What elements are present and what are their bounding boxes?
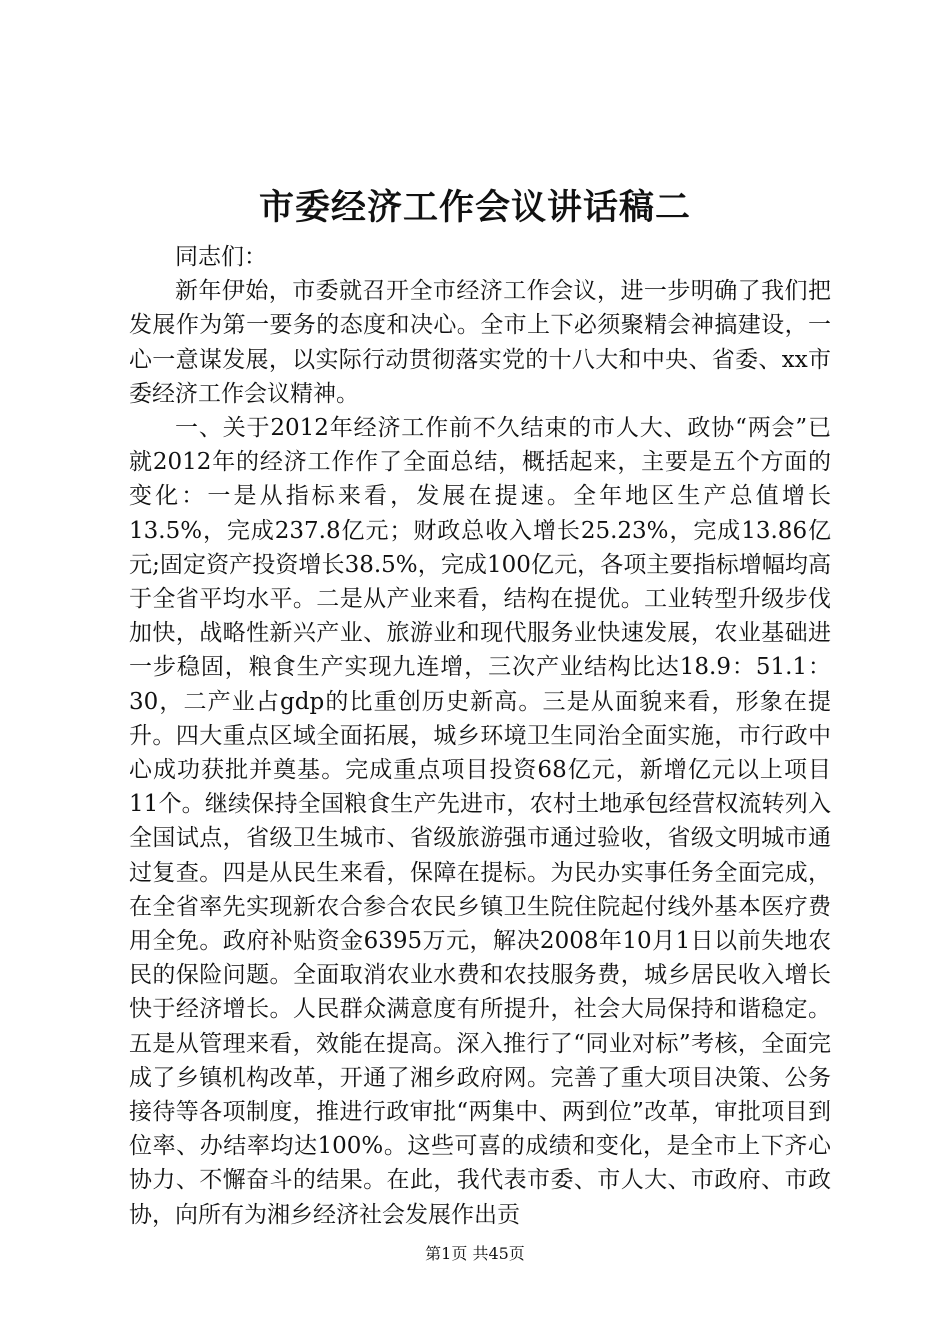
salutation-paragraph: 同志们：: [175, 244, 267, 270]
page-number-footer: 第1页 共45页: [425, 1244, 525, 1263]
document-title: 市委经济工作会议讲话稿二: [258, 187, 691, 228]
intro-paragraph: 新年伊始，市委就召开全市经济工作会议，进一步明确了我们把发展作为第一要务的态度和决心。全市上下必须聚精会神搞建设，一心一意谋发展，以实际行动贯彻落实党的十八大和中央、省委、xx市委经济工作会议精神。: [129, 278, 831, 407]
document-body: [129, 240, 831, 1232]
section-one-paragraph: 一、关于2012年经济工作前不久结束的市人大、政协“两会”已就2012年的经济工作作了全面总结，概括起来，主要是五个方面的变化：一是从指标来看，发展在提速。全年地区生产总值增长13.5%，完成237.8亿元；财政总收入增长25.23%，完成13.86亿元;固定资产投资增长38.5%，完成100亿元，各项主要指标增幅均高于全省平均水平。二是从产业来看，结构在提优。工业转型升级步伐加快，战略性新兴产业、旅游业和现代服务业快速发展，农业基础进一步稳固，粮食生产实现九连增，三次产业结构比达18.9：51.1：30，二产业占gdp的比重创历史新高。三是从面貌来看，形象在提升。四大重点区域全面拓展，城乡环境卫生同治全面实施，市行政中心成功获批并奠基。完成重点项目投资68亿元，新增亿元以上项目11个。继续保持全国粮食生产先进市，农村土地承包经营权流转列入全国试点，省级卫生城市、省级旅游强市通过验收，省级文明城市通过复查。四是从民生来看，保障在提标。为民办实事任务全面完成，在全省率先实现新农合参合农民乡镇卫生院住院起付线外基本医疗费用全免。政府补贴资金6395万元，解决2008年10月1日以前失地农民的保险问题。全面取消农业水费和农技服务费，城乡居民收入增长快于经济增长。人民群众满意度有所提升，社会大局保持和谐稳定。五是从管理来看，效能在提高。深入推行了“同业对标”考核，全面完成了乡镇机构改革，开通了湘乡政府网。完善了重大项目决策、公务接待等各项制度，推进行政审批“两集中、两到位”改革，审批项目到位率、办结率均达100%。这些可喜的成绩和变化，是全市上下齐心协力、不懈奋斗的结果。在此，我代表市委、市人大、市政府、市政协，向所有为湘乡经济社会发展作出贡: [129, 415, 831, 1228]
